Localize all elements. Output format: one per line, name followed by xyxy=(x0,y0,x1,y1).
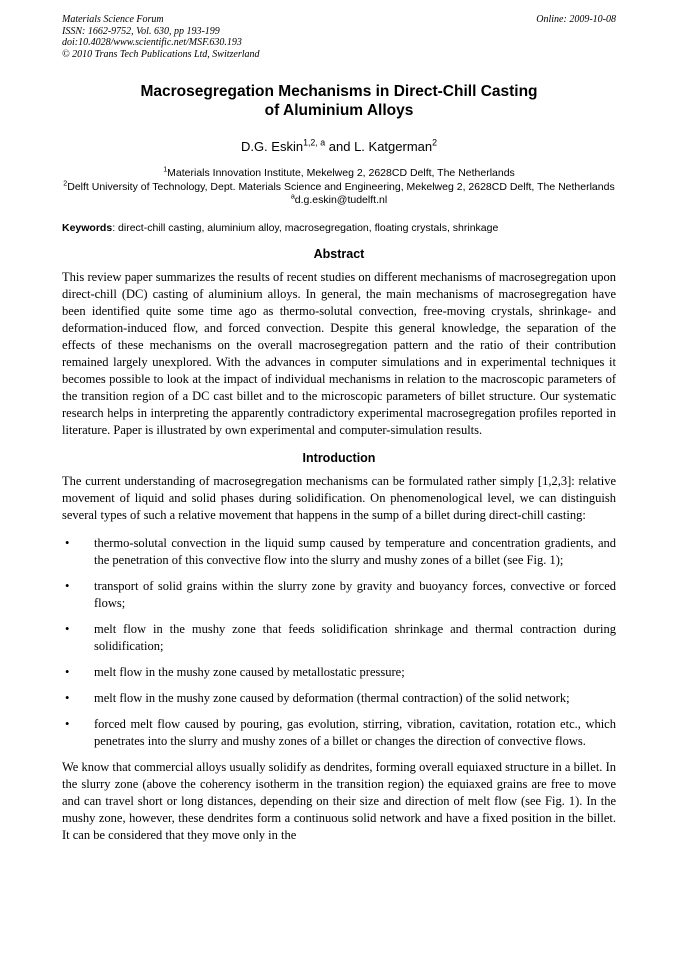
introduction-heading: Introduction xyxy=(302,450,376,465)
email-superscript: a xyxy=(290,192,295,201)
affiliation-1 xyxy=(62,167,616,181)
affiliation-1-superscript: 1 xyxy=(163,165,168,174)
author-1-superscript: 1,2, a xyxy=(303,137,326,148)
issn-volume-line: ISSN: 1662-9752, Vol. 630, pp 193-199 xyxy=(62,25,220,37)
bullet-item-shrinkage-flow: • melt flow in the mushy zone that feeds solidification shrinkage and thermal contraction during solidification; xyxy=(62,621,616,655)
author-email-line xyxy=(62,194,616,208)
copyright-line: © 2010 Trans Tech Publications Ltd, Switzerland xyxy=(62,48,260,60)
author-email: d.g.eskin@tudelft.nl xyxy=(294,194,388,206)
keywords-label: Keywords xyxy=(62,221,113,234)
journal-name: Materials Science Forum xyxy=(62,14,164,25)
paper-title-line-1: Macrosegregation Mechanisms in Direct-Chill Casting xyxy=(140,83,538,100)
journal-header-left xyxy=(62,14,260,60)
bullet-item-deformation-flow: • melt flow in the mushy zone caused by deformation (thermal contraction) of the solid network; xyxy=(62,690,616,707)
paper-title-line-2: of Aluminium Alloys xyxy=(264,102,414,119)
authors-line xyxy=(62,139,616,154)
abstract-heading: Abstract xyxy=(313,246,365,261)
doi-line: doi:10.4028/www.scientific.net/MSF.630.193 xyxy=(62,37,242,48)
bullet-item-metallostatic-pressure: • melt flow in the mushy zone caused by metallostatic pressure; xyxy=(62,664,616,681)
author-1-name: D.G. Eskin xyxy=(240,139,304,154)
author-2-name: L. Katgerman xyxy=(354,139,433,154)
affiliation-1-text: Materials Innovation Institute, Mekelweg 2, 2628CD Delft, The Netherlands xyxy=(167,167,515,179)
introduction-paragraph-1: The current understanding of macrosegregation mechanisms can be formulated rather simply [1,2,3]: relative movement of liquid and solid phases during solidification. On phenomenological level, we can distinguish several types of such a relative movement that happens in the sump of a billet during direct-chill casting: xyxy=(62,473,616,522)
author-2-superscript: 2 xyxy=(432,137,438,148)
affiliation-2-text: Delft University of Technology, Dept. Materials Science and Engineering, Mekelweg 2, 2628CD Delft, The Netherlands xyxy=(67,180,615,193)
keywords-text: : direct-chill casting, aluminium alloy, macrosegregation, floating crystals, shrinkage xyxy=(112,221,499,234)
authors-separator: and xyxy=(325,139,355,154)
affiliation-2-superscript: 2 xyxy=(63,179,68,187)
keywords-line xyxy=(62,221,616,235)
mechanisms-bullet-list xyxy=(62,535,616,750)
online-date: Online: 2009-10-08 xyxy=(536,14,616,25)
bullet-item-grain-transport: • transport of solid grains within the slurry zone by gravity and buoyancy forces, convective or forced flows; xyxy=(62,578,616,612)
affiliations-block xyxy=(62,167,616,208)
introduction-paragraph-2: We know that commercial alloys usually solidify as dendrites, forming overall equiaxed structure in a billet. In the slurry zone (above the coherency isotherm in the transition region) the equiaxed grains are free to move and can travel short or long distances, depending on their size and direction of melt flow (see Fig. 1). In the mushy zone, however, these dendrites form a continuous solid network and have a fixed position in the billet. It can be considered that they move only in the xyxy=(62,759,616,842)
paper-title xyxy=(62,82,616,120)
bullet-item-forced-flow: • forced melt flow caused by pouring, gas evolution, stirring, vibration, cavitation, rotation etc., which penetrates into the slurry and mushy zones of a billet or changes the direction of convective flows. xyxy=(62,716,616,750)
abstract-body: This review paper summarizes the results of recent studies on different mechanisms of macrosegregation upon direct-chill (DC) casting of aluminium alloys. In general, the main mechanisms of macrosegregation have been identified quite some time ago as thermo-solutal convection, free-moving crystals, shrinkage- and deformation-induced flow, and forced convection. Despite this general knowledge, the separation of the effects of these mechanisms on the overall macrosegregation pattern and the ratio of their contribution remained largely unexplored. With the advances in computer simulations and in experimental techniques it becomes possible to look at the impact of individual mechanisms in relation to the macroscopic parameters of the transition region of a DC cast billet and to the microscopic parameters of billet structure. Our systematic research helps in interpreting the apparently contradictory experimental macrosegregation profiles reported in literature. Paper is illustrated by own experimental and computer-simulation results. xyxy=(62,269,616,437)
bullet-item-thermo-solutal: • thermo-solutal convection in the liquid sump caused by temperature and concentration gradients, and the penetration of this convective flow into the slurry and mushy zones of a billet (see Fig. 1); xyxy=(62,535,616,569)
affiliation-2 xyxy=(62,181,616,195)
journal-header xyxy=(62,14,616,60)
